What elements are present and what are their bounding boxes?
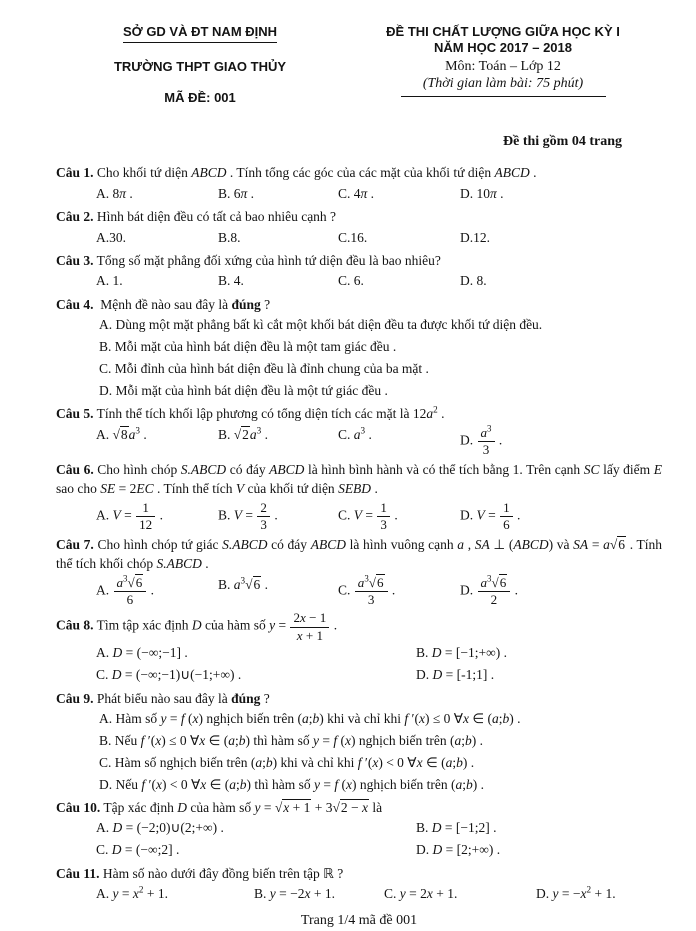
options [96, 574, 662, 608]
option: A. $√8a^3$ . [96, 425, 147, 442]
question-7 [56, 536, 662, 608]
question-label: Câu 8. [56, 618, 94, 634]
question-text: Câu 8. Tìm tập xác định D của hàm số y = $\frac{2x - 1}{x + 1}$ . [56, 610, 338, 643]
options [96, 227, 662, 249]
option: A.30. [96, 229, 126, 245]
options [96, 499, 662, 533]
option: D. $y = -x^2 + 1$. [536, 884, 616, 902]
question-label: Câu 1. [56, 165, 94, 181]
option: A. 1. [96, 273, 123, 289]
question-text: Câu 7. Cho hình chóp tứ giác S.ABCD có đáy ABCD là hình vuông cạnh a , SA ⊥ (ABCD) và SA = a√6 . Tính thể tích khối chóp S.ABCD . [56, 537, 663, 572]
department-name: SỞ GD VÀ ĐT NAM ĐỊNH [123, 24, 277, 43]
option: A. $y = x^2 + 1$. [96, 884, 168, 902]
question-text: Câu 9. Phát biểu nào sau đây là đúng ? [56, 690, 270, 706]
question-6 [56, 461, 662, 533]
question-5 [56, 405, 662, 458]
exam-duration: (Thời gian làm bài: 75 phút) [422, 76, 584, 91]
option: B. Mỗi mặt của hình bát diện đều là một tam giác đều . [99, 339, 397, 354]
options [96, 183, 662, 205]
option: C. D = (−∞;2] . [96, 842, 180, 858]
option: D. $\frac{a^3}{3}$ . [460, 423, 503, 457]
question-3 [56, 252, 662, 293]
option: D. 10π . [460, 185, 504, 201]
options [96, 271, 662, 293]
question-text: Câu 6. Cho hình chóp S.ABCD có đáy ABCD là hình bình hành và có thể tích bằng 1. Trên cạnh SC lấy điểm E sao cho SE = 2EC . Tính thể tích V của khối tứ diện SEBD . [56, 462, 663, 497]
option: B. 6π . [218, 185, 255, 201]
option: B. $√2a^3$ . [218, 425, 269, 442]
question-text: Câu 2. Hình bát diện đều có tất cả bao nhiêu cạnh ? [56, 209, 337, 225]
option: A. V = $\frac{1}{12}$ . [96, 499, 163, 532]
option: C. V = $\frac{1}{3}$ . [338, 499, 398, 532]
option: B. Nếu f ′(x) ≤ 0 ∀x ∈ (a;b) thì hàm số y = f (x) nghịch biến trên (a;b) . [99, 732, 484, 748]
question-11 [56, 865, 662, 906]
question-label: Câu 6. [56, 462, 94, 478]
question-label: Câu 11. [56, 865, 100, 881]
option: A. Hàm số y = f (x) nghịch biến trên (a;b) khi và chỉ khi f ′(x) ≤ 0 ∀x ∈ (a;b) . [99, 710, 521, 726]
option: B. D = [−1;2] . [416, 820, 497, 836]
question-label: Câu 9. [56, 690, 94, 706]
question-9 [56, 690, 662, 796]
option: D. Mỗi mặt của hình bát diện đều là một tứ giác đều . [99, 382, 388, 398]
options [96, 818, 662, 862]
option: C. D = (−∞;−1)∪(−1;+∞) . [96, 667, 242, 683]
option: D.12. [460, 229, 490, 245]
exam-year: NĂM HỌC 2017 – 2018 [433, 40, 572, 56]
option: D. D = [2;+∞) . [416, 842, 501, 858]
option: A. D = (−2;0)∪(2;+∞) . [96, 820, 224, 836]
question-label: Câu 5. [56, 406, 94, 422]
header [56, 24, 662, 122]
option: D. D = [-1;1] . [416, 667, 495, 683]
question-label: Câu 2. [56, 209, 94, 225]
option: C. 4π . [338, 185, 375, 201]
option: C. $\frac{a^3√6}{3}$ . [338, 573, 396, 607]
question-text: Câu 3. Tổng số mặt phẳng đối xứng của hình tứ diện đều là bao nhiêu? [56, 252, 441, 268]
question-text: Câu 5. Tính thể tích khối lập phương có tổng diện tích các mặt là $12a^2$ . [56, 404, 445, 422]
option: A. Dùng một mặt phẳng bất kì cắt một khối bát diện đều ta được khối tứ diện đều. [99, 317, 543, 333]
question-label: Câu 3. [56, 252, 94, 268]
option: D. Nếu f ′(x) < 0 ∀x ∈ (a;b) thì hàm số y = f (x) nghịch biến trên (a;b) . [99, 776, 484, 792]
option: B. V = $\frac{2}{3}$ . [218, 499, 278, 532]
option: C.16. [338, 229, 368, 245]
option: B. y = −2x + 1. [254, 886, 335, 902]
question-text: Câu 10. Tập xác định D của hàm số y = √x + 1 + 3√2 − x là [56, 799, 383, 815]
options [96, 884, 662, 906]
question-text: Câu 1. Cho khối tứ diện ABCD . Tính tổng các góc của các mặt của khối tứ diện ABCD . [56, 165, 537, 181]
pages-note: Đề thi gồm 04 trang [503, 133, 622, 149]
option: B. 4. [218, 273, 244, 289]
options [99, 708, 662, 796]
option: A. $\frac{a^3√6}{6}$ . [96, 573, 154, 607]
options [99, 315, 662, 403]
options [96, 424, 662, 458]
exam-subject: Môn: Toán – Lớp 12 [445, 58, 561, 74]
question-label: Câu 4. [56, 296, 94, 312]
option: C. Hàm số nghịch biến trên (a;b) khi và chỉ khi f ′(x) < 0 ∀x ∈ (a;b) . [99, 754, 475, 770]
option: B. $a^3√6$ . [218, 575, 269, 592]
question-2 [56, 208, 662, 249]
question-4 [56, 296, 662, 402]
options [96, 643, 662, 687]
option: D. V = $\frac{1}{6}$ . [460, 499, 521, 532]
question-list [56, 164, 662, 905]
question-label: Câu 7. [56, 537, 94, 553]
exam-title: ĐỀ THI CHẤT LƯỢNG GIỮA HỌC KỲ I [386, 24, 620, 39]
question-1 [56, 164, 662, 205]
exam-code: MÃ ĐỀ: 001 [164, 90, 236, 106]
school-name: TRƯỜNG THPT GIAO THỦY [113, 58, 287, 74]
option: B. D = [−1;+∞) . [416, 645, 507, 661]
question-label: Câu 10. [56, 799, 101, 815]
school-block [56, 24, 344, 122]
exam-title-block [344, 24, 662, 97]
option: A. 8π . [96, 185, 133, 201]
option: C. 6. [338, 273, 364, 289]
question-8 [56, 611, 662, 686]
option: B.8. [218, 229, 241, 245]
header-rule [401, 96, 606, 97]
option: C. Mỗi đỉnh của hình bát diện đều là đỉnh chung của ba mặt . [99, 360, 429, 376]
option: C. y = 2x + 1. [384, 886, 458, 902]
option: D. 8. [460, 273, 487, 289]
question-text: Câu 4. Mệnh đề nào sau đây là đúng ? [56, 296, 271, 312]
question-10 [56, 799, 662, 862]
option: C. $a^3$ . [338, 425, 372, 442]
option: D. $\frac{a^3√6}{2}$ . [460, 573, 518, 607]
option: A. D = (−∞;−1] . [96, 645, 188, 661]
page-footer: Trang 1/4 mã đề 001 [300, 913, 418, 929]
question-text: Câu 11. Hàm số nào dưới đây đồng biến trên tập ℝ ? [56, 865, 344, 881]
